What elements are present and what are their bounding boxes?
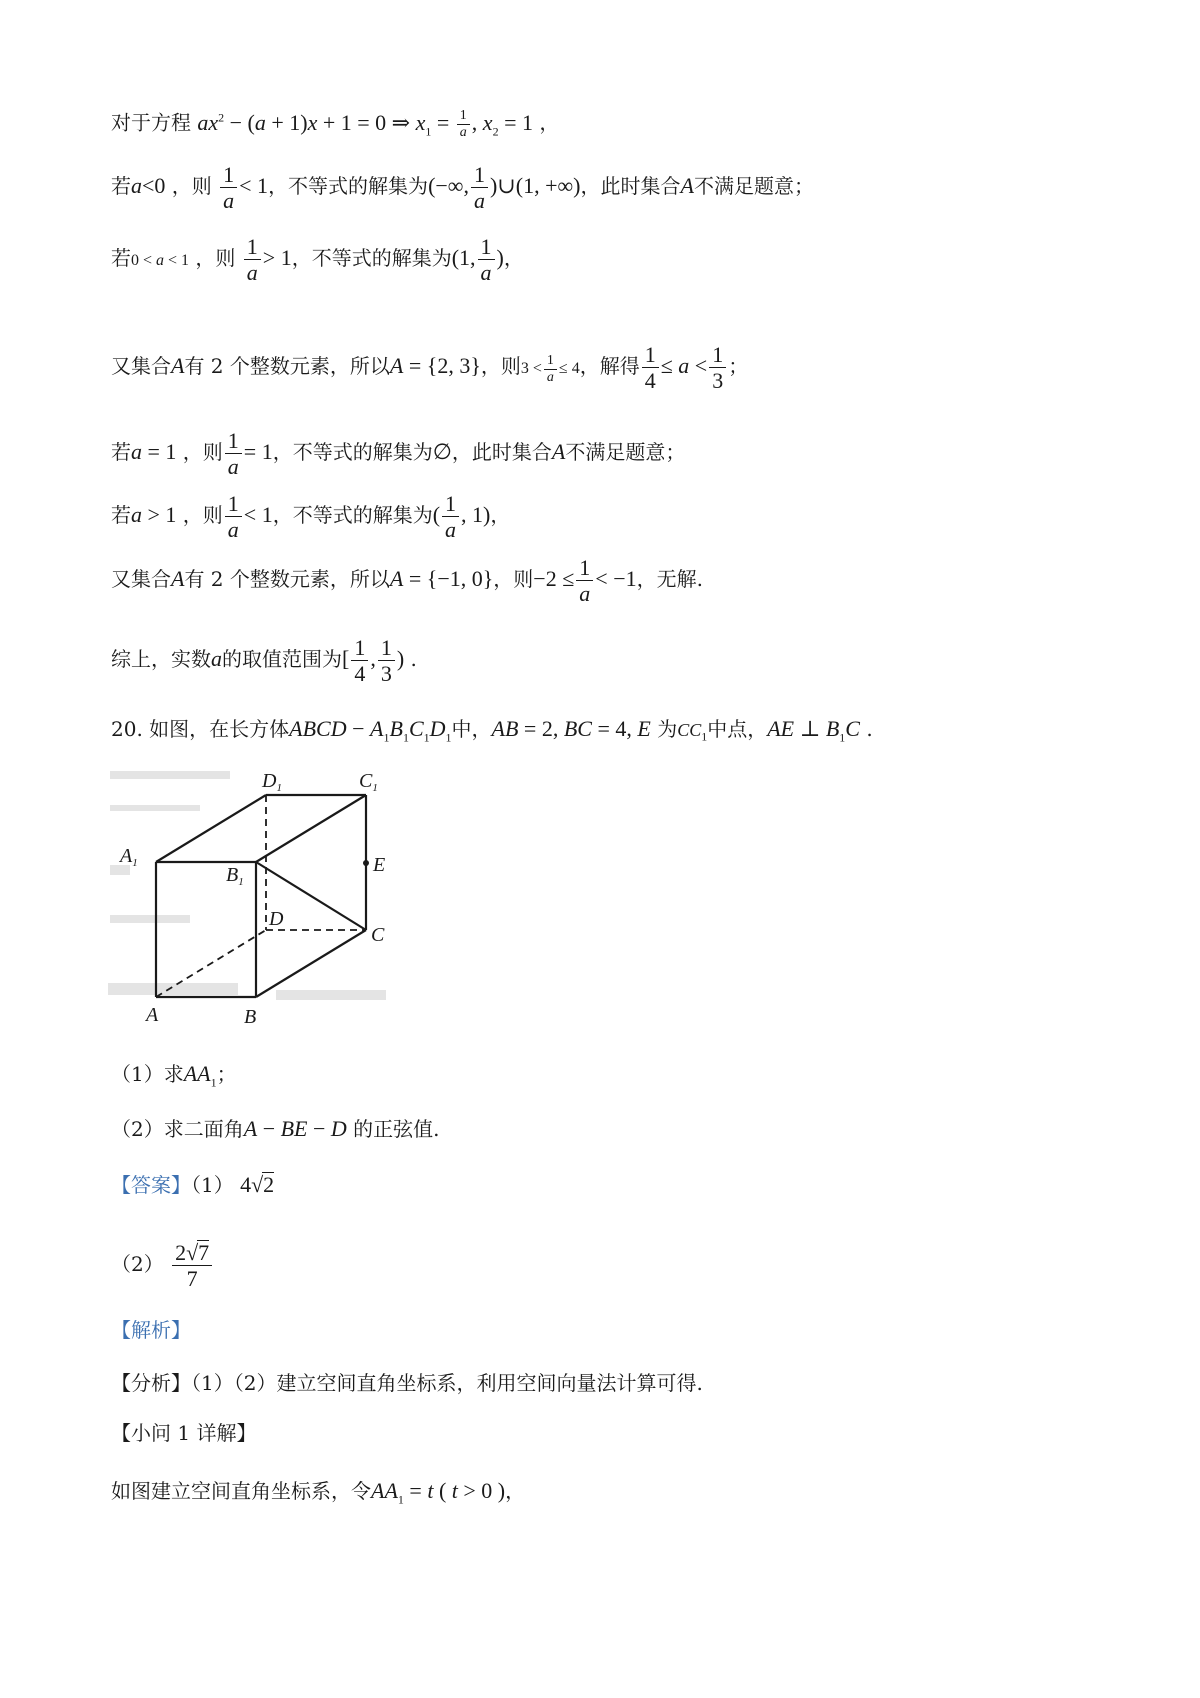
label-B: B <box>244 1006 257 1028</box>
text: （1） <box>191 1173 234 1197</box>
text: （2）求二面角 <box>111 1117 244 1141</box>
text: （1）求 <box>111 1062 184 1086</box>
text: 的正弦值. <box>353 1117 440 1141</box>
text: 又集合 <box>111 566 171 591</box>
label-C: C <box>371 924 385 946</box>
fenxi-tag: 【分析】 <box>111 1371 191 1395</box>
text: ； <box>728 353 749 378</box>
text: ，则 <box>493 566 534 591</box>
solution-line-8: 综上，实数a的取值范围为[ $\frac{1}{4}$ , $\frac{1}{3}$ ) . <box>111 635 417 687</box>
final-line: 如图建立空间直角坐标系，令$AA_1 = t$ ( t > 0 )， <box>111 1478 526 1507</box>
solution-line-3: 若0 < a < 1 ，则 $\frac{1}{a}$ > 1，不等式的解集为(1, $\frac{1}{a}$ )， <box>111 234 524 286</box>
fraction: $\frac{1}{a}$ <box>244 234 261 286</box>
equation: $ax^2 - (a + 1)x + 1 = 0$ ⇒ $x_1$ = $\frac{1}{a}$ , $x_2 = 1$ <box>197 108 533 141</box>
fraction: $\frac{1}{4}$ <box>642 342 659 394</box>
text: 如图建立空间直角坐标系，令 <box>111 1479 371 1503</box>
analysis-tag: 【解析】 <box>111 1318 191 1342</box>
fraction: $\frac{1}{a}$ <box>544 353 557 386</box>
question-1: （1）求$AA_1$； <box>111 1061 237 1090</box>
text: ， <box>490 502 511 527</box>
question-2: （2）求二面角A − BE − D 的正弦值. <box>111 1116 440 1141</box>
problem-20-statement: 20. 如图，在长方体ABCD − $A_1B_1C_1D_1$中，AB = 2, BC = 4, E 为$CC_1$中点，AE ⊥ $B_1C$ . <box>111 716 873 745</box>
text: （1）（2）建立空间直角坐标系，利用空间向量法计算可得. <box>191 1371 703 1395</box>
text: 若 <box>111 173 131 198</box>
fenxi-line <box>111 1373 703 1393</box>
text: 若 <box>111 502 131 527</box>
text: ，不等式的解集为 <box>272 502 433 527</box>
fraction: $\frac{2√7}{7}$ <box>172 1240 212 1292</box>
text: 中点， <box>707 717 768 741</box>
text: ， <box>503 245 524 270</box>
text: ，无解. <box>636 566 703 591</box>
fraction: $\frac{1}{a}$ <box>225 428 242 480</box>
answer-line-2 <box>111 1240 214 1292</box>
text: 的取值范围为 <box>222 646 342 671</box>
answer-tag: 【答案】 <box>111 1173 191 1197</box>
label-C1: $C_1$ <box>359 770 378 794</box>
text: 又集合 <box>111 353 171 378</box>
text: ，则 <box>171 173 212 198</box>
text: ，则 <box>480 353 521 378</box>
text: 综上，实数 <box>111 646 211 671</box>
label-E: E <box>373 854 386 876</box>
label-D1: $D_1$ <box>262 770 282 794</box>
fraction: $\frac{1}{a}$ <box>225 491 242 543</box>
text: 不满足题意； <box>565 439 686 464</box>
problem-number: 20. <box>111 717 143 741</box>
solution-line-1: 对于方程 $ax^2 - (a + 1)x + 1 = 0$ ⇒ $x_1$ = $\frac{1}{a}$ , $x_2 = 1$ ， <box>111 108 560 141</box>
text: ，此时集合 <box>580 173 681 198</box>
fraction: $\frac{1}{a}$ <box>478 234 495 286</box>
fraction: $\frac{1}{a}$ <box>576 555 593 607</box>
text: 有 2 个整数元素，所以 <box>184 566 390 591</box>
fraction: $\frac{1}{a}$ <box>220 162 237 214</box>
fraction: $\frac{1}{3}$ <box>378 635 395 687</box>
solution-line-5: 若a = 1 ，则 $\frac{1}{a}$ = 1，不等式的解集为∅，此时集合A不满足题意； <box>111 428 686 480</box>
fraction: $\frac{1}{4}$ <box>351 635 368 687</box>
solution-line-7: 又集合A有 2 个整数元素，所以A = {−1, 0}，则−2 ≤ $\frac{1}{a}$ < −1，无解. <box>111 555 703 607</box>
text: ， <box>505 1479 526 1503</box>
text: ，则 <box>182 439 223 464</box>
label-B1: $B_1$ <box>226 864 244 888</box>
text: ，则 <box>195 245 236 270</box>
label-A: A <box>146 1004 159 1026</box>
text: ； <box>216 1062 237 1086</box>
text: 【小问 1 详解】 <box>111 1421 257 1445</box>
text: ，此时集合 <box>451 439 552 464</box>
text: 中， <box>451 717 492 741</box>
solution-line-2: 若a<0 ，则 $\frac{1}{a}$ < 1，不等式的解集为(−∞, $\frac{1}{a}$ )∪(1, +∞)，此时集合A不满足题意； <box>111 162 814 214</box>
solution-line-6: 若a > 1 ，则 $\frac{1}{a}$ < 1，不等式的解集为( $\frac{1}{a}$ , 1)， <box>111 491 511 543</box>
label-D: D <box>269 908 284 930</box>
text: 不满足题意； <box>693 173 814 198</box>
text: . <box>866 717 873 741</box>
fraction: $\frac{1}{3}$ <box>709 342 726 394</box>
text: 对于方程 <box>111 110 191 135</box>
text: ，不等式的解集为 <box>291 245 452 270</box>
text: 为 <box>657 717 678 741</box>
subquestion-1-tag <box>111 1423 256 1443</box>
cuboid-figure <box>106 765 406 1035</box>
text: 若 <box>111 439 131 464</box>
fraction: $\frac{1}{a}$ <box>457 108 470 141</box>
answer-line-1: 【答案】（1） 4√2 <box>111 1172 275 1197</box>
solution-line-4: 又集合A有 2 个整数元素，所以A = {2, 3}，则3 < $\frac{1}{a}$ ≤ 4，解得 $\frac{1}{4}$ ≤ a < $\frac{1}{3}$ ； <box>111 342 749 394</box>
analysis-tag-line <box>111 1320 191 1340</box>
text: ，则 <box>182 502 223 527</box>
fraction: $\frac{1}{a}$ <box>442 491 459 543</box>
text: （2） <box>111 1251 164 1276</box>
text: ，不等式的解集为 <box>272 439 433 464</box>
label-A1: $A_1$ <box>120 845 138 869</box>
text: ，不等式的解集为 <box>268 173 429 198</box>
text: . <box>410 646 417 671</box>
text: 若 <box>111 245 131 270</box>
fraction: $\frac{1}{a}$ <box>471 162 488 214</box>
text: ，解得 <box>579 353 640 378</box>
text: 如图，在长方体 <box>149 717 290 741</box>
text: 有 2 个整数元素，所以 <box>184 353 390 378</box>
